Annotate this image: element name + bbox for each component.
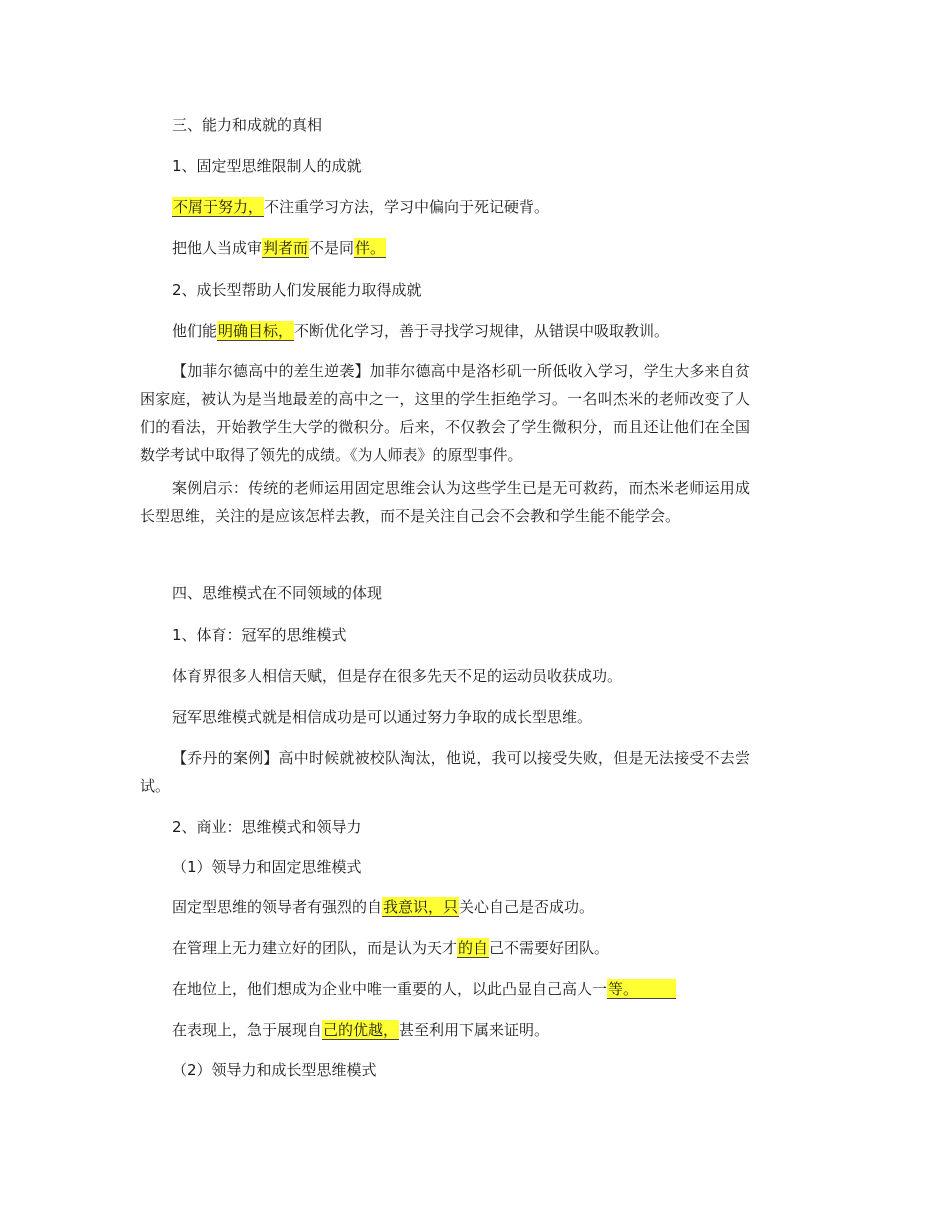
paragraph-garfield-case: 【加菲尔德高中的差生逆袭】加菲尔德高中是洛杉矶一所低收入学习，学生大多来自贫困家庭，被认为是当地最差的高中之一，这里的学生拒绝学习。一名叫杰米的老师改变了人们的看法，开始教学生大学的微积分。后来，不仅教会了学生微积分，而且还让他们在全国数学考试中取得了领先的成绩。《为人师表》的原型事件。: [140, 362, 750, 464]
highlight: 己的优越，: [323, 1021, 399, 1039]
paragraph-performance: 在表现上，急于展现自己的优越，甚至利用下属来证明。: [172, 1021, 550, 1039]
paragraph-case-insight: 案例启示：传统的老师运用固定思维会认为这些学生已是无可救药，而杰米老师运用成长型思维，关注的是应该怎样去教，而不是关注自己会不会教和学生能不能学会。: [140, 479, 750, 525]
subheading-growth-leadership: （2）领导力和成长型思维模式: [172, 1061, 377, 1079]
paragraph-management: 在管理上无力建立好的团队，而是认为天才的自己不需要好团队。: [172, 939, 610, 957]
section-heading-3: 三、能力和成就的真相: [172, 116, 323, 134]
paragraph-sports-talent: 体育界很多人相信天赋，但是存在很多先天不足的运动员收获成功。: [172, 667, 623, 685]
highlight: 判者而: [263, 239, 309, 257]
paragraph-not-bother-effort: 不屑于努力，不注重学习方法，学习中偏向于死记硬背。: [173, 198, 550, 216]
paragraph-clear-goals: 他们能明确目标，不断优化学习，善于寻找学习规律，从错误中吸取教训。: [172, 322, 670, 340]
highlight: 伴。: [355, 239, 386, 257]
paragraph-champion-mindset: 冠军思维模式就是相信成功是可以通过努力争取的成长型思维。: [172, 708, 593, 726]
paragraph-judge-not-partner: 把他人当成审判者而不是同伴。: [172, 239, 386, 257]
highlight: 明确目标，: [218, 322, 294, 340]
subheading-sports: 1、体育：冠军的思维模式: [172, 626, 347, 644]
section-heading-4: 四、思维模式在不同领域的体现: [172, 584, 383, 602]
highlight: 我意识，只: [383, 898, 459, 916]
paragraph-jordan-case: 【乔丹的案例】高中时候就被校队淘汰，他说，我可以接受失败，但是无法接受不去尝试。: [140, 749, 750, 795]
highlight: 不屑于努力，: [173, 198, 264, 216]
subheading-business: 2、商业：思维模式和领导力: [172, 818, 362, 836]
subheading-fixed-mindset-limits: 1、固定型思维限制人的成就: [172, 157, 362, 175]
subheading-fixed-leadership: （1）领导力和固定思维模式: [172, 858, 362, 876]
subheading-growth-mindset: 2、成长型帮助人们发展能力取得成就: [172, 281, 422, 299]
paragraph-status: 在地位上，他们想成为企业中唯一重要的人，以此凸显自己高人一等。: [172, 975, 752, 1003]
paragraph-self-awareness: 固定型思维的领导者有强烈的自我意识，只关心自己是否成功。: [172, 898, 595, 916]
highlight: 等。: [607, 979, 676, 999]
highlight: 的自: [458, 939, 489, 957]
